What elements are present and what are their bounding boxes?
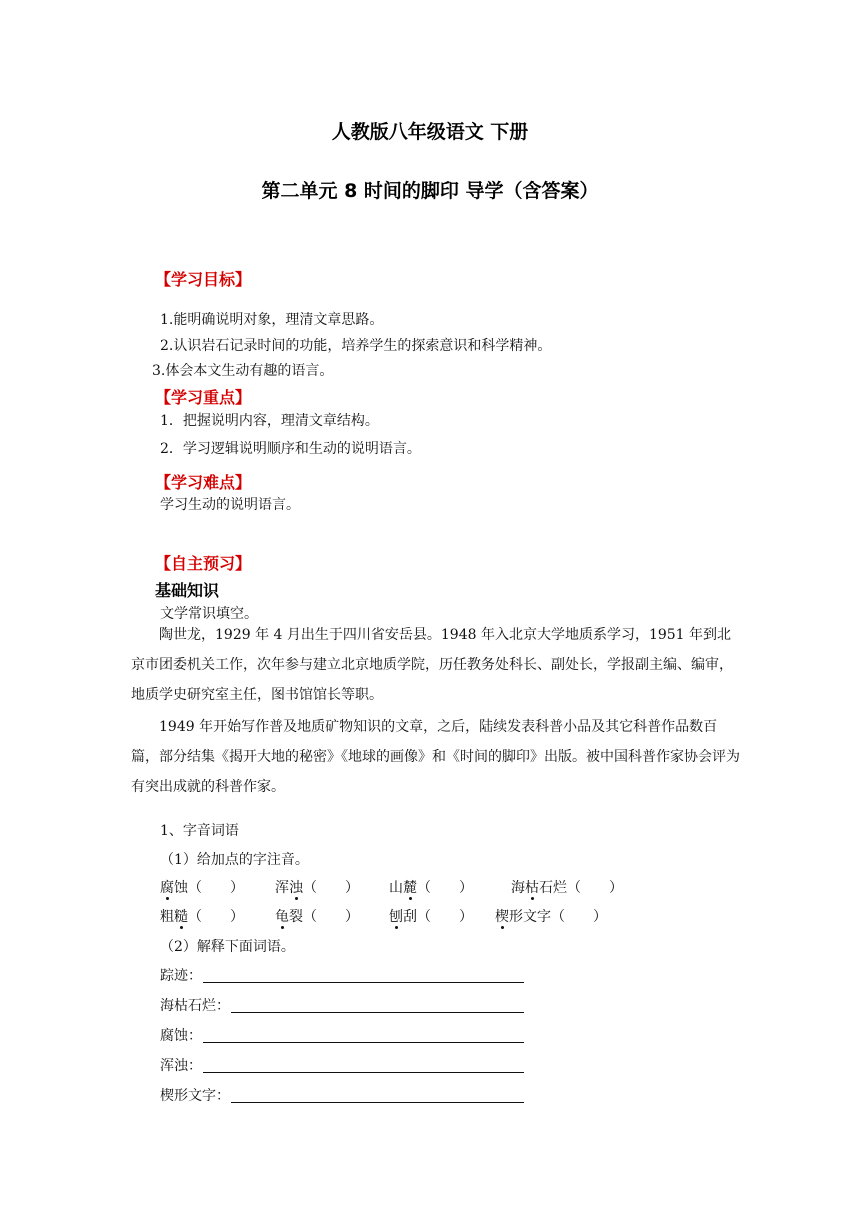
key-point-2: 2．学习逻辑说明顺序和生动的说明语言。 bbox=[160, 441, 421, 457]
document-subtitle: 第二单元 8 时间的脚印 导学（含答案） bbox=[261, 180, 599, 202]
goals-heading: 【学习目标】 bbox=[155, 270, 252, 289]
pinyin-item: 粗糙（ ） bbox=[160, 909, 244, 925]
difficulty-heading: 【学习难点】 bbox=[155, 473, 252, 492]
answer-line[interactable] bbox=[203, 982, 524, 983]
pinyin-item: 腐蚀（ ） bbox=[160, 880, 244, 896]
works-paragraph bbox=[131, 712, 743, 802]
goal-item-2: 2.认识岩石记录时间的功能，培养学生的探索意识和科学精神。 bbox=[160, 338, 552, 354]
dotted-char: 麓 bbox=[403, 880, 417, 896]
answer-line[interactable] bbox=[231, 1102, 524, 1103]
author-paragraph bbox=[131, 620, 743, 710]
answer-blank[interactable]: （ ） bbox=[303, 880, 359, 896]
exercise-heading: 1、字音词语 bbox=[160, 823, 239, 839]
goal-item-1: 1.能明确说明对象，理清文章思路。 bbox=[160, 312, 384, 328]
pinyin-item: 海枯石烂（ ） bbox=[511, 880, 623, 896]
term-label: 楔形文字： bbox=[160, 1088, 230, 1104]
key-point-1: 1．把握说明内容，理清文章结构。 bbox=[160, 413, 379, 429]
answer-blank[interactable]: （ ） bbox=[303, 909, 359, 925]
preview-intro: 文学常识填空。 bbox=[160, 606, 258, 622]
dotted-char: 浊 bbox=[289, 880, 303, 896]
term-label: 海枯石烂： bbox=[160, 998, 230, 1014]
pinyin-item: 浑浊（ ） bbox=[275, 880, 359, 896]
dotted-char: 刨 bbox=[389, 909, 403, 925]
dotted-char: 楔 bbox=[495, 909, 509, 925]
dotted-char: 糙 bbox=[174, 909, 188, 925]
answer-blank[interactable]: （ ） bbox=[551, 909, 607, 925]
answer-line[interactable] bbox=[203, 1072, 524, 1073]
answer-blank[interactable]: （ ） bbox=[567, 880, 623, 896]
answer-blank[interactable]: （ ） bbox=[417, 909, 473, 925]
key-points-heading: 【学习重点】 bbox=[155, 388, 252, 407]
pinyin-item: 楔形文字（ ） bbox=[495, 909, 607, 925]
pinyin-item: 刨刮（ ） bbox=[389, 909, 473, 925]
author-paragraph-text: 陶世龙，1929 年 4 月出生于四川省安岳县。1948 年入北京大学地质系学习，1951 年到北京市团委机关工作，次年参与建立北京地质学院，历任教务处科长、副处长，学报副主编、编审，地质学史研究室主任，图书馆馆长等职。 bbox=[131, 627, 733, 703]
goal-item-3: 3.体会本文生动有趣的语言。 bbox=[152, 363, 334, 379]
works-paragraph-text: 1949 年开始写作普及地质矿物知识的文章，之后，陆续发表科普小品及其它科普作品数百篇，部分结集《揭开大地的秘密》《地球的画像》和《时间的脚印》出版。被中国科普作家协会评为有突出成就的科普作家。 bbox=[131, 719, 740, 795]
answer-blank[interactable]: （ ） bbox=[188, 909, 244, 925]
answer-blank[interactable]: （ ） bbox=[417, 880, 473, 896]
exercise-part1: （1）给加点的字注音。 bbox=[160, 852, 309, 868]
term-label: 腐蚀： bbox=[160, 1028, 202, 1044]
term-label: 踪迹： bbox=[160, 968, 202, 984]
basic-knowledge-heading: 基础知识 bbox=[155, 581, 220, 600]
dotted-char: 龟 bbox=[275, 909, 289, 925]
pinyin-item: 龟裂（ ） bbox=[275, 909, 359, 925]
pinyin-item: 山麓（ ） bbox=[389, 880, 473, 896]
difficulty-text: 学习生动的说明语言。 bbox=[160, 497, 300, 513]
exercise-part2: （2）解释下面词语。 bbox=[160, 939, 295, 955]
dotted-char: 腐 bbox=[160, 880, 174, 896]
answer-blank[interactable]: （ ） bbox=[188, 880, 244, 896]
preview-heading: 【自主预习】 bbox=[155, 554, 252, 573]
answer-line[interactable] bbox=[231, 1012, 524, 1013]
dotted-char: 枯 bbox=[525, 880, 539, 896]
answer-line[interactable] bbox=[203, 1042, 524, 1043]
document-title: 人教版八年级语文 下册 bbox=[331, 121, 529, 143]
term-label: 浑浊： bbox=[160, 1058, 202, 1074]
